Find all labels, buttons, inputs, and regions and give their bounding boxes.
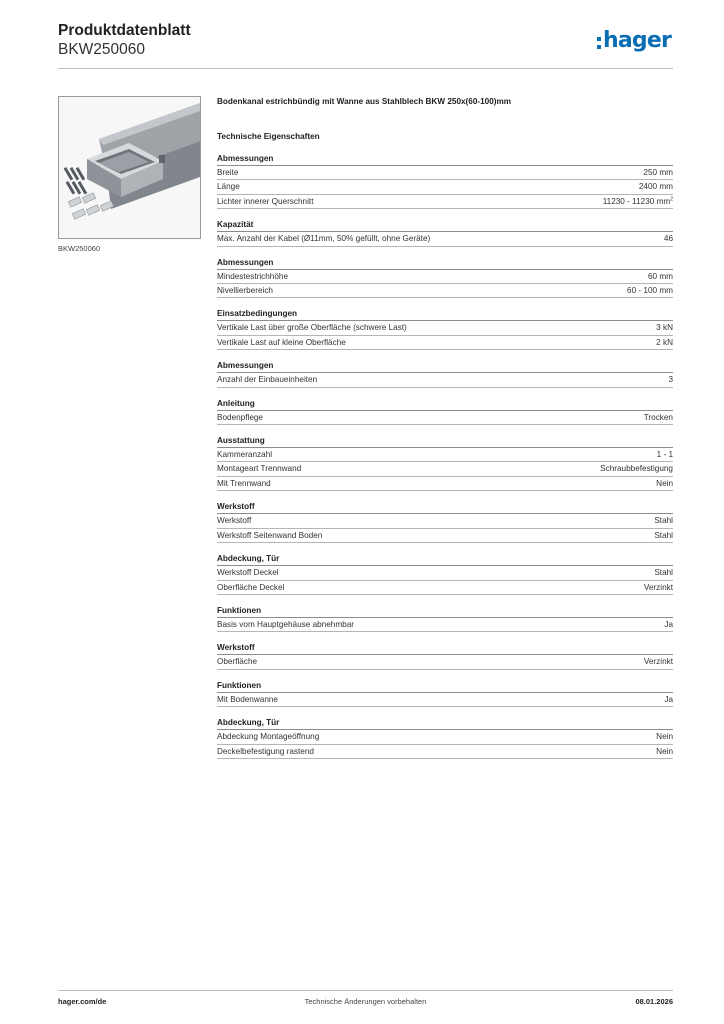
section-title: Funktionen xyxy=(217,680,673,693)
property-label: Montageart Trennwand xyxy=(217,464,302,474)
property-value xyxy=(643,166,673,179)
section-title: Abmessungen xyxy=(217,257,673,270)
property-value xyxy=(656,745,673,758)
property-value-text: Nein xyxy=(656,746,673,756)
property-value-text: 3 kN xyxy=(656,323,673,333)
section-title: Abdeckung, Tür xyxy=(217,717,673,730)
property-row xyxy=(217,529,673,543)
property-row xyxy=(217,166,673,180)
section-title: Funktionen xyxy=(217,605,673,618)
property-value xyxy=(654,566,673,579)
footer-website: hager.com/de xyxy=(58,997,107,1006)
property-label: Länge xyxy=(217,182,240,192)
property-row xyxy=(217,411,673,425)
properties-sections xyxy=(217,153,673,759)
property-label: Lichter innerer Querschnitt xyxy=(217,196,314,206)
property-value-text: 60 - 100 mm xyxy=(627,286,673,296)
property-section xyxy=(217,153,673,209)
property-row xyxy=(217,730,673,744)
technical-properties-heading: Technische Eigenschaften xyxy=(217,132,320,141)
property-section xyxy=(217,308,673,350)
property-value-text: 46 xyxy=(663,234,673,244)
property-value xyxy=(644,411,673,424)
property-label: Werkstoff xyxy=(217,516,252,526)
property-row xyxy=(217,566,673,580)
header-divider xyxy=(58,68,673,69)
property-value-text: Schraubbefestigung xyxy=(600,464,673,474)
property-section xyxy=(217,642,673,669)
property-value xyxy=(656,336,673,349)
property-label: Abdeckung Montageöffnung xyxy=(217,732,320,742)
property-row xyxy=(217,581,673,595)
section-title: Abmessungen xyxy=(217,360,673,373)
property-section xyxy=(217,257,673,299)
property-value xyxy=(644,581,673,594)
property-value xyxy=(656,321,673,334)
property-label: Kammeranzahl xyxy=(217,450,273,460)
property-value-text: Verzinkt xyxy=(643,582,673,592)
property-value-text: 3 xyxy=(668,375,673,385)
property-row xyxy=(217,195,673,209)
property-label: Vertikale Last auf kleine Oberfläche xyxy=(217,337,346,347)
property-value-text: Stahl xyxy=(654,530,673,540)
property-row xyxy=(217,284,673,298)
property-label: Werkstoff Deckel xyxy=(217,568,279,578)
property-value xyxy=(654,529,673,542)
property-value-text: 250 mm xyxy=(643,168,673,177)
property-value-text: Nein xyxy=(656,732,673,742)
section-title: Ausstattung xyxy=(217,435,673,448)
property-value xyxy=(600,462,673,475)
property-label: Oberfläche xyxy=(217,657,258,667)
property-row xyxy=(217,180,673,194)
logo-dots-icon xyxy=(597,37,601,49)
property-value xyxy=(664,693,673,706)
property-value-text: Verzinkt xyxy=(643,657,673,667)
section-title: Anleitung xyxy=(217,398,673,411)
property-row xyxy=(217,745,673,759)
section-title: Werkstoff xyxy=(217,501,673,514)
property-value xyxy=(664,232,673,245)
property-row xyxy=(217,270,673,284)
property-value xyxy=(664,618,673,631)
section-title: Kapazität xyxy=(217,219,673,232)
logo-wordmark: hager xyxy=(602,28,671,53)
property-row xyxy=(217,232,673,246)
property-value-text: Ja xyxy=(664,694,673,704)
section-title: Abdeckung, Tür xyxy=(217,553,673,566)
property-label: Vertikale Last über große Oberfläche (schwere Last) xyxy=(217,323,407,333)
document-title: Produktdatenblatt xyxy=(58,22,191,39)
property-value xyxy=(668,373,673,386)
property-row xyxy=(217,448,673,462)
footer-disclaimer: Technische Änderungen vorbehalten xyxy=(304,997,427,1006)
property-row xyxy=(217,514,673,528)
property-row xyxy=(217,462,673,476)
product-photo-floor-duct-icon xyxy=(59,97,200,238)
footer-divider xyxy=(58,990,673,991)
property-value xyxy=(654,514,673,527)
property-section xyxy=(217,219,673,246)
product-code: BKW250060 xyxy=(58,41,146,58)
property-value-text: Ja xyxy=(664,619,673,629)
property-value-text: Stahl xyxy=(654,516,673,526)
section-title: Abmessungen xyxy=(217,153,673,166)
property-label: Mit Trennwand xyxy=(217,478,271,488)
property-value-text: 60 mm xyxy=(647,271,673,281)
property-row xyxy=(217,477,673,491)
product-description: Bodenkanal estrichbündig mit Wanne aus Stahlblech BKW 250x(60-100)mm xyxy=(217,97,512,106)
unit-superscript: 2 xyxy=(670,196,673,203)
property-row xyxy=(217,618,673,632)
property-value-text: Stahl xyxy=(654,568,673,578)
property-value xyxy=(639,180,673,193)
property-label: Anzahl der Einbaueinheiten xyxy=(217,375,318,385)
property-value xyxy=(603,195,673,208)
property-value-text: 1 - 1 xyxy=(656,450,673,460)
property-label: Deckelbefestigung rastend xyxy=(217,746,314,756)
property-label: Bodenpflege xyxy=(217,412,263,422)
property-section xyxy=(217,501,673,543)
property-row xyxy=(217,655,673,669)
property-section xyxy=(217,435,673,491)
page-header xyxy=(58,22,673,68)
page-footer xyxy=(58,997,673,1011)
property-value-text: 2 kN xyxy=(656,337,673,347)
property-section xyxy=(217,717,673,759)
property-row xyxy=(217,693,673,707)
property-value-text: 2400 mm xyxy=(638,182,673,192)
property-section xyxy=(217,680,673,707)
property-label: Basis vom Hauptgehäuse abnehmbar xyxy=(217,619,354,629)
property-value-text: 11230 - 11230 mm xyxy=(602,196,671,206)
property-section xyxy=(217,398,673,425)
section-title: Werkstoff xyxy=(217,642,673,655)
property-row xyxy=(217,321,673,335)
property-value-text: Trocken xyxy=(643,412,673,422)
photo-caption: BKW250060 xyxy=(58,244,101,253)
property-value xyxy=(656,730,673,743)
property-value xyxy=(657,448,673,461)
property-label: Werkstoff Seitenwand Boden xyxy=(217,530,323,540)
property-value xyxy=(644,655,673,668)
property-row xyxy=(217,336,673,350)
property-label: Breite xyxy=(217,168,239,177)
property-label: Nivellierbereich xyxy=(217,286,273,296)
hager-logo xyxy=(597,28,671,54)
property-value xyxy=(656,477,673,490)
section-title: Einsatzbedingungen xyxy=(217,308,673,321)
property-section xyxy=(217,360,673,387)
property-value-text: Nein xyxy=(656,478,673,488)
property-row xyxy=(217,373,673,387)
property-value xyxy=(648,270,673,283)
footer-date: 08.01.2026 xyxy=(635,997,673,1006)
property-value xyxy=(627,284,673,297)
datasheet-content xyxy=(217,96,673,769)
property-label: Oberfläche Deckel xyxy=(217,582,285,592)
property-label: Mit Bodenwanne xyxy=(217,694,278,704)
product-photo xyxy=(58,96,201,239)
property-label: Mindestestrichhöhe xyxy=(217,271,288,281)
property-section xyxy=(217,605,673,632)
property-label: Max. Anzahl der Kabel (Ø11mm, 50% gefüllt, ohne Geräte) xyxy=(217,234,431,244)
property-section xyxy=(217,553,673,595)
